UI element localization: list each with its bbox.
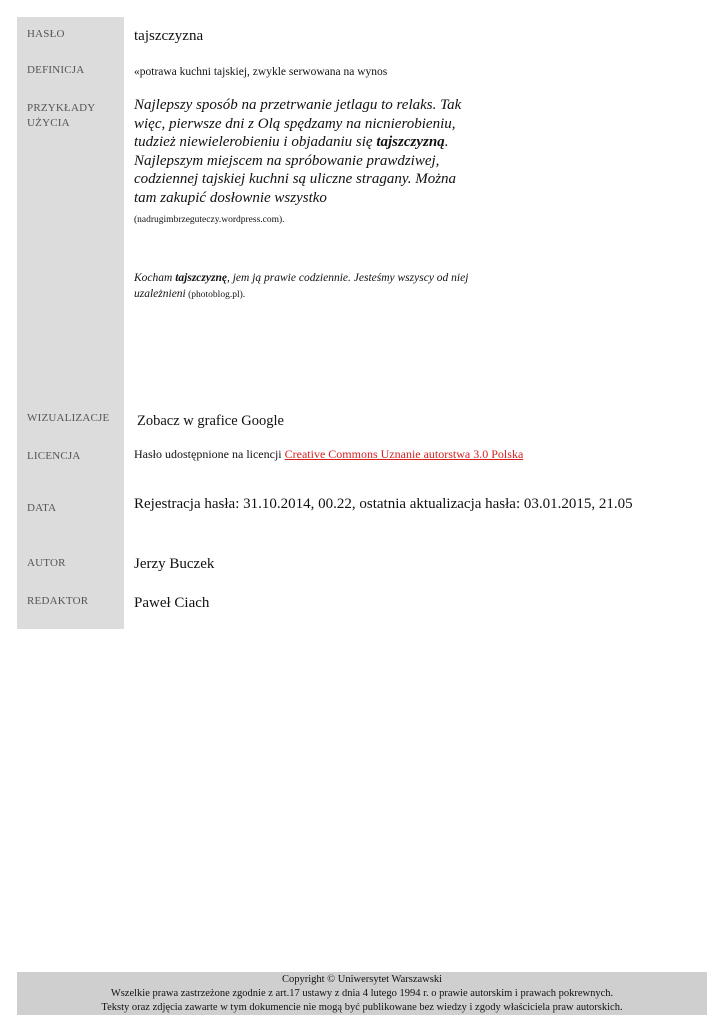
date-value: Rejestracja hasła: 31.10.2014, 00.22, ostatnia aktualizacja hasła: 03.01.2015, 21.05 — [134, 496, 633, 512]
example-1-source: (nadrugimbrzeguteczy.wordpress.com). — [134, 215, 285, 225]
headword-label: HASŁO — [17, 17, 124, 53]
examples-label-line2: UŻYCIA — [27, 117, 70, 129]
definition-value: «potrawa kuchni tajskiej, zwykle serwowana na wynos — [134, 66, 388, 78]
dictionary-entry — [17, 17, 707, 629]
definition-row — [17, 53, 707, 91]
copyright-footer — [17, 972, 707, 1015]
example-1-text-b: . Najlepszym miejscem na spróbowanie prawdziwej, codziennej tajskiej kuchni są uliczne stragany. Można tam zakupić dosłownie wszystko — [134, 134, 457, 206]
example-1-headword: tajszczyzną — [376, 134, 445, 150]
example-2-source: (photoblog.pl). — [185, 290, 246, 300]
examples-row — [17, 91, 707, 401]
editor-value: Paweł Ciach — [134, 595, 210, 611]
visualizations-row — [17, 401, 707, 439]
author-row — [17, 546, 707, 584]
google-images-link[interactable]: Zobacz w grafice Google — [137, 413, 284, 429]
editor-row — [17, 584, 707, 629]
author-label: AUTOR — [17, 546, 124, 584]
license-link[interactable]: Creative Commons Uznanie autorstwa 3.0 Polska — [284, 447, 524, 461]
example-2-text-a: Kocham — [134, 271, 176, 284]
license-row — [17, 439, 707, 491]
license-label: LICENCJA — [17, 439, 124, 491]
footer-line-2: Wszelkie prawa zastrzeżone zgodnie z art.17 ustawy z dnia 4 lutego 1994 r. o prawie autorskim i prawach pokrewnych. — [110, 988, 614, 999]
headword-row — [17, 17, 707, 53]
definition-label: DEFINICJA — [17, 53, 124, 91]
editor-label: REDAKTOR — [17, 584, 124, 629]
license-value — [124, 439, 707, 491]
footer-line-3: Teksty oraz zdjęcia zawarte w tym dokumencie nie mogą być publikowane bez wiedzy i zgody właściciela praw autorskich. — [101, 1002, 623, 1013]
license-text: Hasło udostępnione na licencji — [134, 447, 285, 461]
visualizations-label: WIZUALIZACJE — [17, 401, 124, 439]
footer-line-1: Copyright © Uniwersytet Warszawski — [281, 974, 443, 985]
example-1 — [134, 96, 464, 230]
example-1-text-a: Najlepszy sposób na przetrwanie jetlagu to relaks. Tak więc, pierwsze dni z Olą spędzamy na nicnierobieniu, tudzież niewielerobieniu i objadaniu się — [134, 97, 462, 150]
example-2-text-b: , jem ją prawie codziennie. Jesteśmy wszyscy od niej uzależnieni — [134, 271, 469, 300]
date-label: DATA — [17, 491, 124, 546]
examples-label — [17, 91, 124, 401]
examples-value — [124, 91, 707, 401]
examples-label-line1: PRZYKŁADY — [27, 102, 96, 114]
author-value: Jerzy Buczek — [134, 556, 215, 572]
example-2 — [134, 270, 469, 304]
example-2-headword: tajszczyznę — [175, 271, 227, 284]
headword-value: tajszczyzna — [134, 28, 204, 44]
date-row — [17, 491, 707, 546]
